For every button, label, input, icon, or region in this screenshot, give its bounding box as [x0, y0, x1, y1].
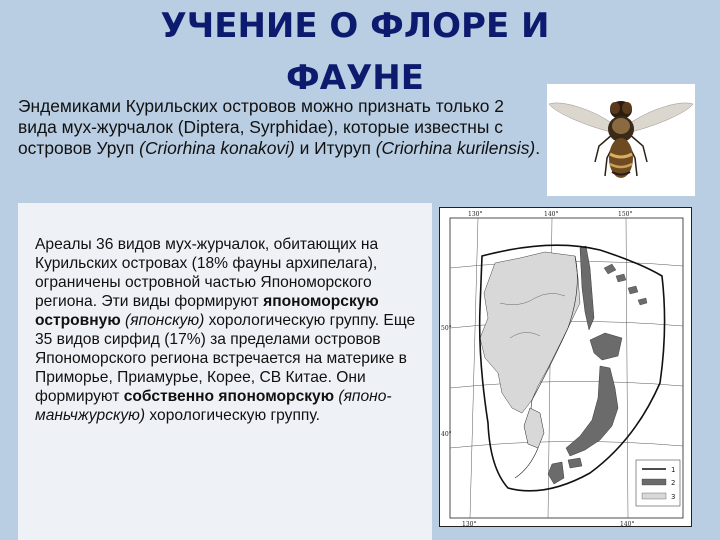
intro-text-1: Эндемиками Курильских островов можно признать только 2 вида мух-журчалок (Diptera, Syrphidae), которые известны с островов Уруп: [18, 96, 504, 158]
title-line-1: УЧЕНИЕ О ФЛОРЕ И: [160, 6, 550, 46]
tick-bottom-140: 140°: [620, 521, 635, 527]
legend-1: 1: [671, 466, 676, 474]
body-text-2: хорологическую группу. Еще 35 видов сирфид (17%) за пределами островов Япономорского региона встречается на материке в Приморье, Приамурье, Корее, СВ Китае. Они формируют: [35, 312, 416, 405]
range-map-svg: [440, 208, 692, 527]
body-paragraph: [35, 235, 425, 425]
intro-paragraph: [18, 96, 543, 159]
title-line-2: ФАУНЕ: [286, 58, 424, 98]
tick-top-150: 150°: [618, 211, 633, 218]
map-legend: [636, 460, 680, 506]
species-kurilensis: (Criorhina kurilensis): [375, 138, 536, 158]
legend-swatch-mainland: [642, 493, 666, 499]
group-mainland-term: собственно япономорскую: [123, 388, 335, 405]
fly-icon: [547, 84, 695, 196]
syrphid-fly-photo: [547, 84, 695, 196]
shikoku-island: [568, 458, 582, 468]
body-text-3: хорологическую группу.: [145, 407, 320, 424]
legend-3: 3: [671, 493, 676, 501]
body-text-1: Ареалы 36 видов мух-журчалок, обитающих на Курильских островах (18% фауны архипелага), ограничены островной частью Япономорского региона. Эти виды формируют: [35, 236, 379, 310]
tick-left-50: 50°: [441, 325, 452, 332]
group-island-alias: (японскую): [125, 312, 205, 329]
tick-bottom-130: 130°: [462, 521, 477, 527]
slide-title: [150, 0, 560, 104]
range-map: [439, 207, 692, 527]
group-mainland-alias: (японо-маньчжурскую): [35, 388, 392, 424]
tick-top-140: 140°: [544, 211, 559, 218]
species-konakovi: (Criorhina konakovi): [139, 138, 295, 158]
tick-top-130: 130°: [468, 211, 483, 218]
group-island-term: япономорскую островную: [35, 293, 379, 329]
intro-text-3: .: [535, 138, 541, 158]
legend-2: 2: [671, 479, 676, 487]
intro-text-2: и Итуруп: [294, 138, 376, 158]
tick-left-40: 40°: [441, 431, 452, 438]
legend-swatch-island: [642, 479, 666, 485]
